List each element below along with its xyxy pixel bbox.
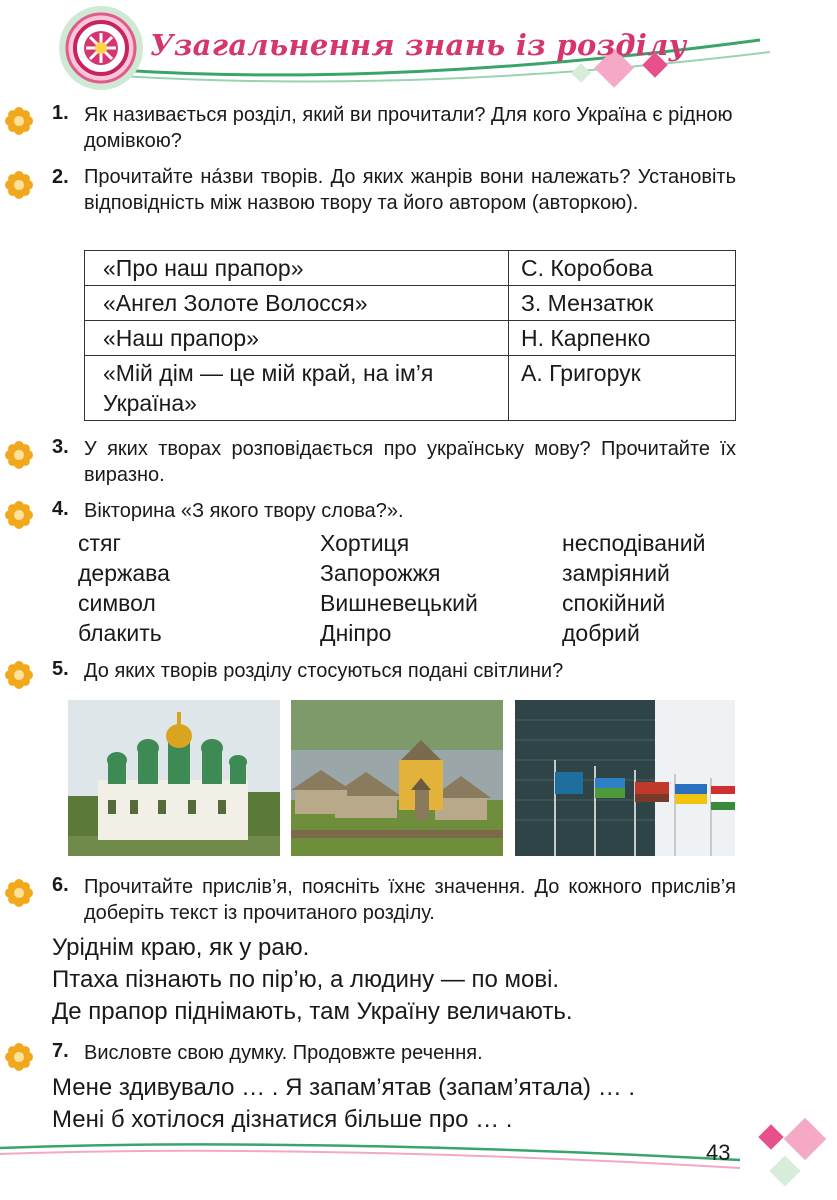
page-title: Узагальнення знань із розділу <box>150 28 687 62</box>
quiz-word: символ <box>78 590 156 616</box>
quiz-word: Хортиця <box>320 530 410 556</box>
question-number: 1. <box>52 102 69 124</box>
question-text: До яких творів розділу стосуються подані світлини? <box>84 660 564 682</box>
table-row <box>85 251 736 286</box>
question-number: 6. <box>52 874 69 896</box>
flower-bullet-icon <box>4 170 34 200</box>
question-number: 4. <box>52 498 69 520</box>
work-author: С. Коробова <box>509 251 736 286</box>
flower-bullet-icon <box>4 660 34 690</box>
ornament-rosette-icon <box>56 3 146 93</box>
proverbs-list <box>52 932 573 1028</box>
photo-flags <box>515 700 735 856</box>
quiz-word: спокійний <box>562 590 666 616</box>
quiz-word: несподіваний <box>562 530 706 556</box>
table-row <box>85 356 736 421</box>
flower-bullet-icon <box>4 440 34 470</box>
page-number: 43 <box>706 1140 731 1165</box>
question-text: Прочитайте прислів’я, поясніть їхнє значення. До кожного прислів’я доберіть текст із прочитаного розділу. <box>84 876 736 924</box>
question-text: Вікторина «З якого твору слова?». <box>84 500 404 522</box>
flower-bullet-icon <box>4 1042 34 1072</box>
question-number: 3. <box>52 436 69 458</box>
question-number: 7. <box>52 1040 69 1062</box>
photo-cathedral <box>68 700 280 856</box>
work-title: «Ангел Золоте Волосся» <box>85 286 509 321</box>
quiz-word: стяг <box>78 530 121 556</box>
quiz-word: Дніпро <box>320 620 392 646</box>
flower-bullet-icon <box>4 878 34 908</box>
page-header <box>0 0 837 100</box>
question-text: Як називається розділ, який ви прочитали? Для кого Україна є рідною домівкою? <box>84 104 733 152</box>
work-author: А. Григорук <box>509 356 736 421</box>
question-text: Прочитайте на́зви творів. До яких жанрів вони належать? Установіть відповідність між назвою твору та його автором (авторкою). <box>84 166 736 214</box>
work-title: «Про наш прапор» <box>85 251 509 286</box>
quiz-word: Запорожжя <box>320 560 441 586</box>
quiz-column-3 <box>562 528 705 648</box>
quiz-column-2 <box>320 528 478 648</box>
proverb: Де прапор піднімають, там Україну величають. <box>52 998 573 1025</box>
flower-bullet-icon <box>4 106 34 136</box>
proverb: Птаха пізнають по пір’ю, а людину — по мові. <box>52 966 560 993</box>
question-number: 2. <box>52 166 69 188</box>
work-title: «Мій дім — це мій край, на ім’я Україна» <box>85 356 509 421</box>
quiz-column-1 <box>78 528 170 648</box>
table-row <box>85 286 736 321</box>
question-text: У яких творах розповідається про українську мову? Прочитайте їх виразно. <box>84 438 736 486</box>
photo-cossack-fortress <box>291 700 503 856</box>
quiz-word: держава <box>78 560 170 586</box>
proverb: Уріднім краю, як у раю. <box>52 934 310 961</box>
works-authors-table <box>84 250 736 421</box>
flower-bullet-icon <box>4 500 34 530</box>
quiz-word: блакить <box>78 620 162 646</box>
work-author: Н. Карпенко <box>509 321 736 356</box>
quiz-word: замріяний <box>562 560 670 586</box>
work-author: З. Мензатюк <box>509 286 736 321</box>
sentence-prompt: Мені б хотілося дізнатися більше про … . <box>52 1106 513 1133</box>
sentence-prompt: Мене здивувало … . Я запам’ятав (запам’ятала) … . <box>52 1074 636 1101</box>
quiz-word: Вишневецький <box>320 590 478 616</box>
question-text: Висловте свою думку. Продовжте речення. <box>84 1042 483 1064</box>
table-row <box>85 321 736 356</box>
quiz-word: добрий <box>562 620 640 646</box>
question-number: 5. <box>52 658 69 680</box>
work-title: «Наш прапор» <box>85 321 509 356</box>
